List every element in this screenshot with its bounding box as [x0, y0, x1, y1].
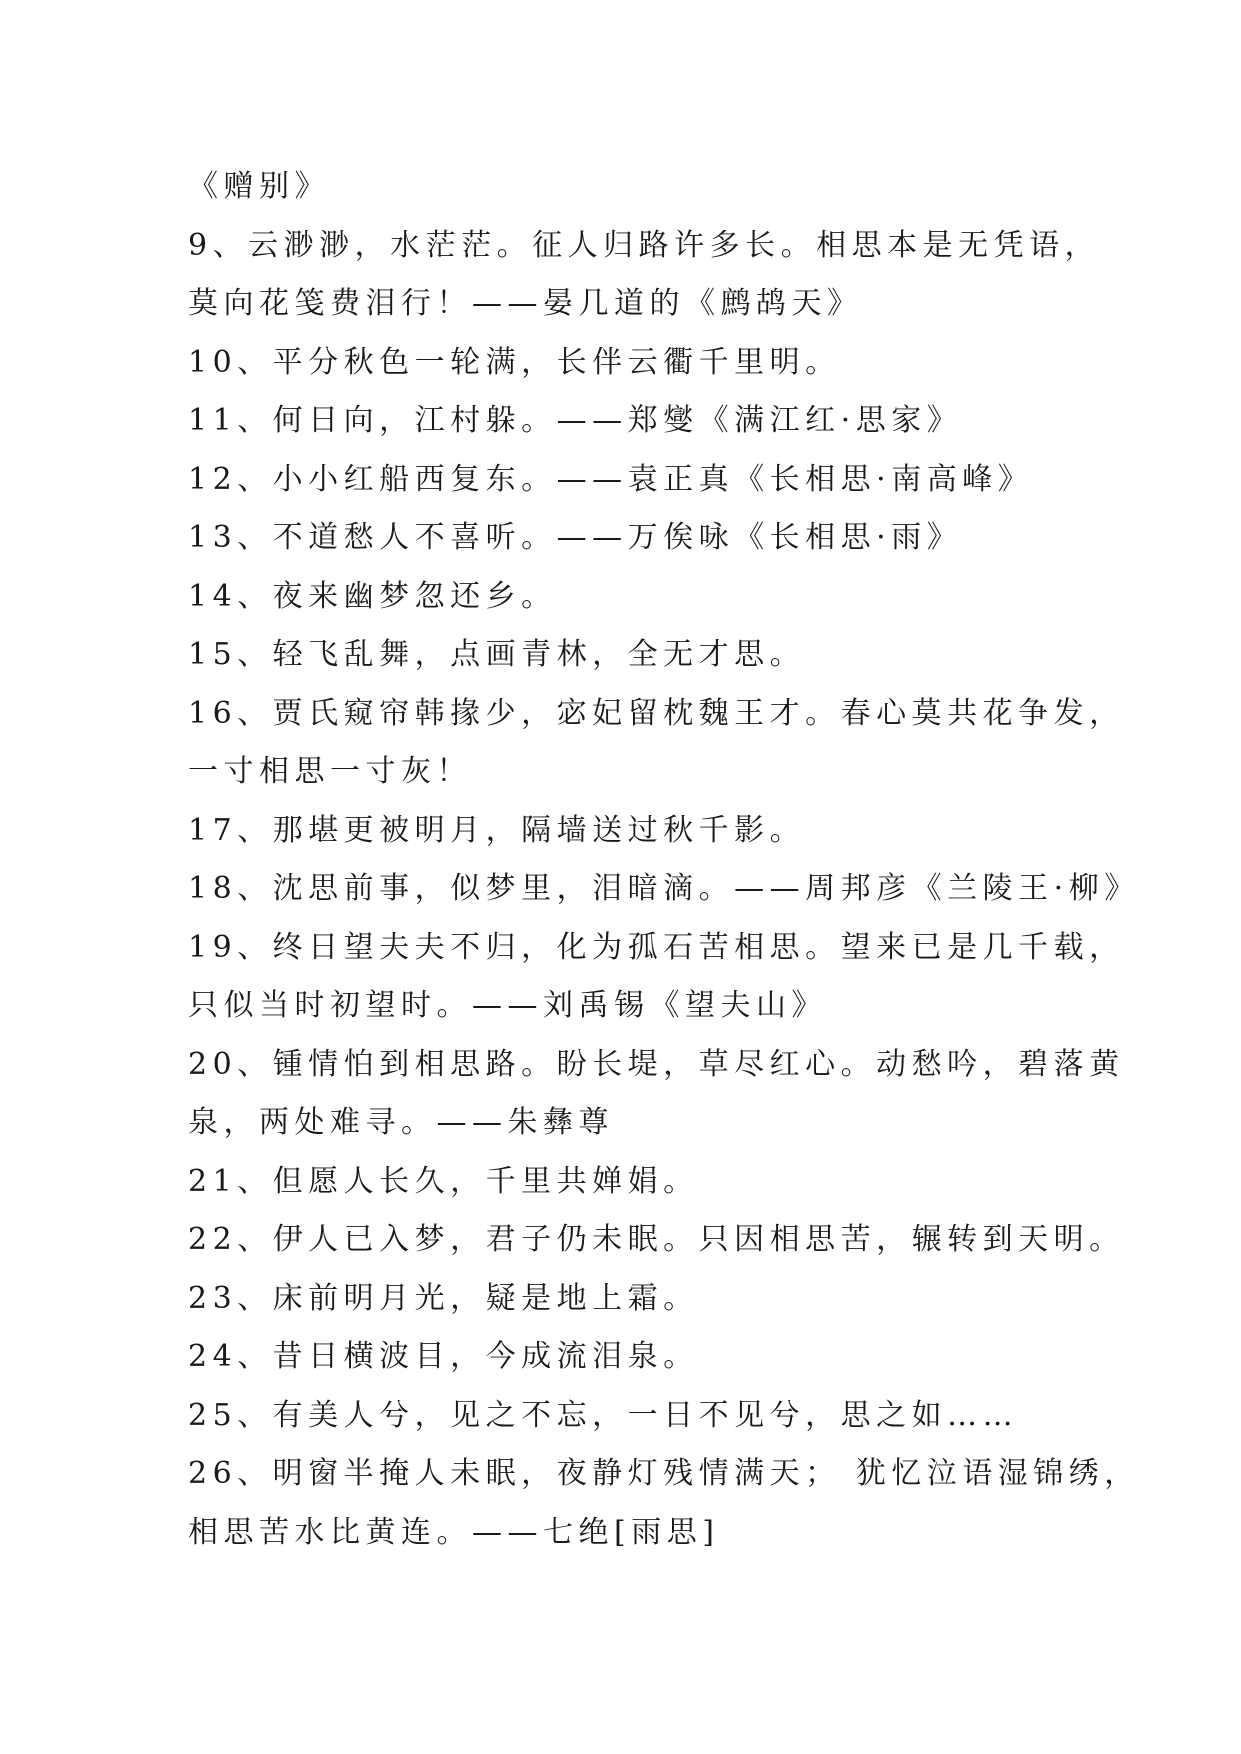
- text-line: 相思苦水比黄连。——七绝[雨思]: [188, 1514, 720, 1550]
- document-body: [188, 158, 1140, 1562]
- text-line: 13、不道愁人不喜听。——万俟咏《长相思·雨》: [188, 520, 963, 555]
- text-line: 24、昔日横波目，今成流泪泉。: [188, 1339, 699, 1374]
- text-line: 《赠别》: [188, 169, 330, 204]
- text-line: 26、明窗半掩人未眠，夜静灯残情满天； 犹忆泣语湿锦绣，: [188, 1456, 1140, 1491]
- text-line: 只似当时初望时。——刘禹锡《望夫山》: [188, 988, 827, 1023]
- text-line: 17、那堪更被明月，隔墙送过秋千影。: [188, 812, 806, 848]
- text-line: 15、轻飞乱舞，点画青林，全无才思。: [188, 637, 806, 672]
- text-line: 16、贾氏窥帘韩掾少，宓妃留枕魏王才。春心莫共花争发，: [188, 695, 1125, 731]
- text-line: 23、床前明月光，疑是地上霜。: [188, 1280, 699, 1316]
- text-line: 泉，两处难寻。——朱彝尊: [188, 1105, 614, 1140]
- text-line: 12、小小红船西复东。——袁正真《长相思·南高峰》: [188, 461, 1034, 497]
- text-line: 21、但愿人长久，千里共婵娟。: [188, 1163, 699, 1199]
- text-line: 11、何日向，江村躲。——郑燮《满江红·思家》: [188, 403, 963, 438]
- text-line: 一寸相思一寸灰！: [188, 754, 472, 789]
- text-line: 22、伊人已入梦，君子仍未眠。只因相思苦，辗转到天明。: [188, 1222, 1125, 1257]
- text-line: 25、有美人兮，见之不忘，一日不见兮，思之如……: [188, 1397, 1019, 1433]
- text-line: 10、平分秋色一轮满，长伴云衢千里明。: [188, 344, 841, 380]
- text-line: 18、沈思前事，似梦里，泪暗滴。——周邦彦《兰陵王·柳》: [188, 871, 1140, 906]
- text-line: 19、终日望夫夫不归，化为孤石苦相思。望来已是几千载，: [188, 929, 1125, 965]
- text-line: 莫向花笺费泪行！——晏几道的《鹧鸪天》: [188, 286, 863, 321]
- text-line: 20、锺情怕到相思路。盼长堤，草尽红心。动愁吟，碧落黄: [188, 1046, 1125, 1082]
- text-line: 9、云渺渺，水茫茫。征人归路许多长。相思本是无凭语，: [188, 227, 1101, 263]
- text-line: 14、夜来幽梦忽还乡。: [188, 578, 557, 614]
